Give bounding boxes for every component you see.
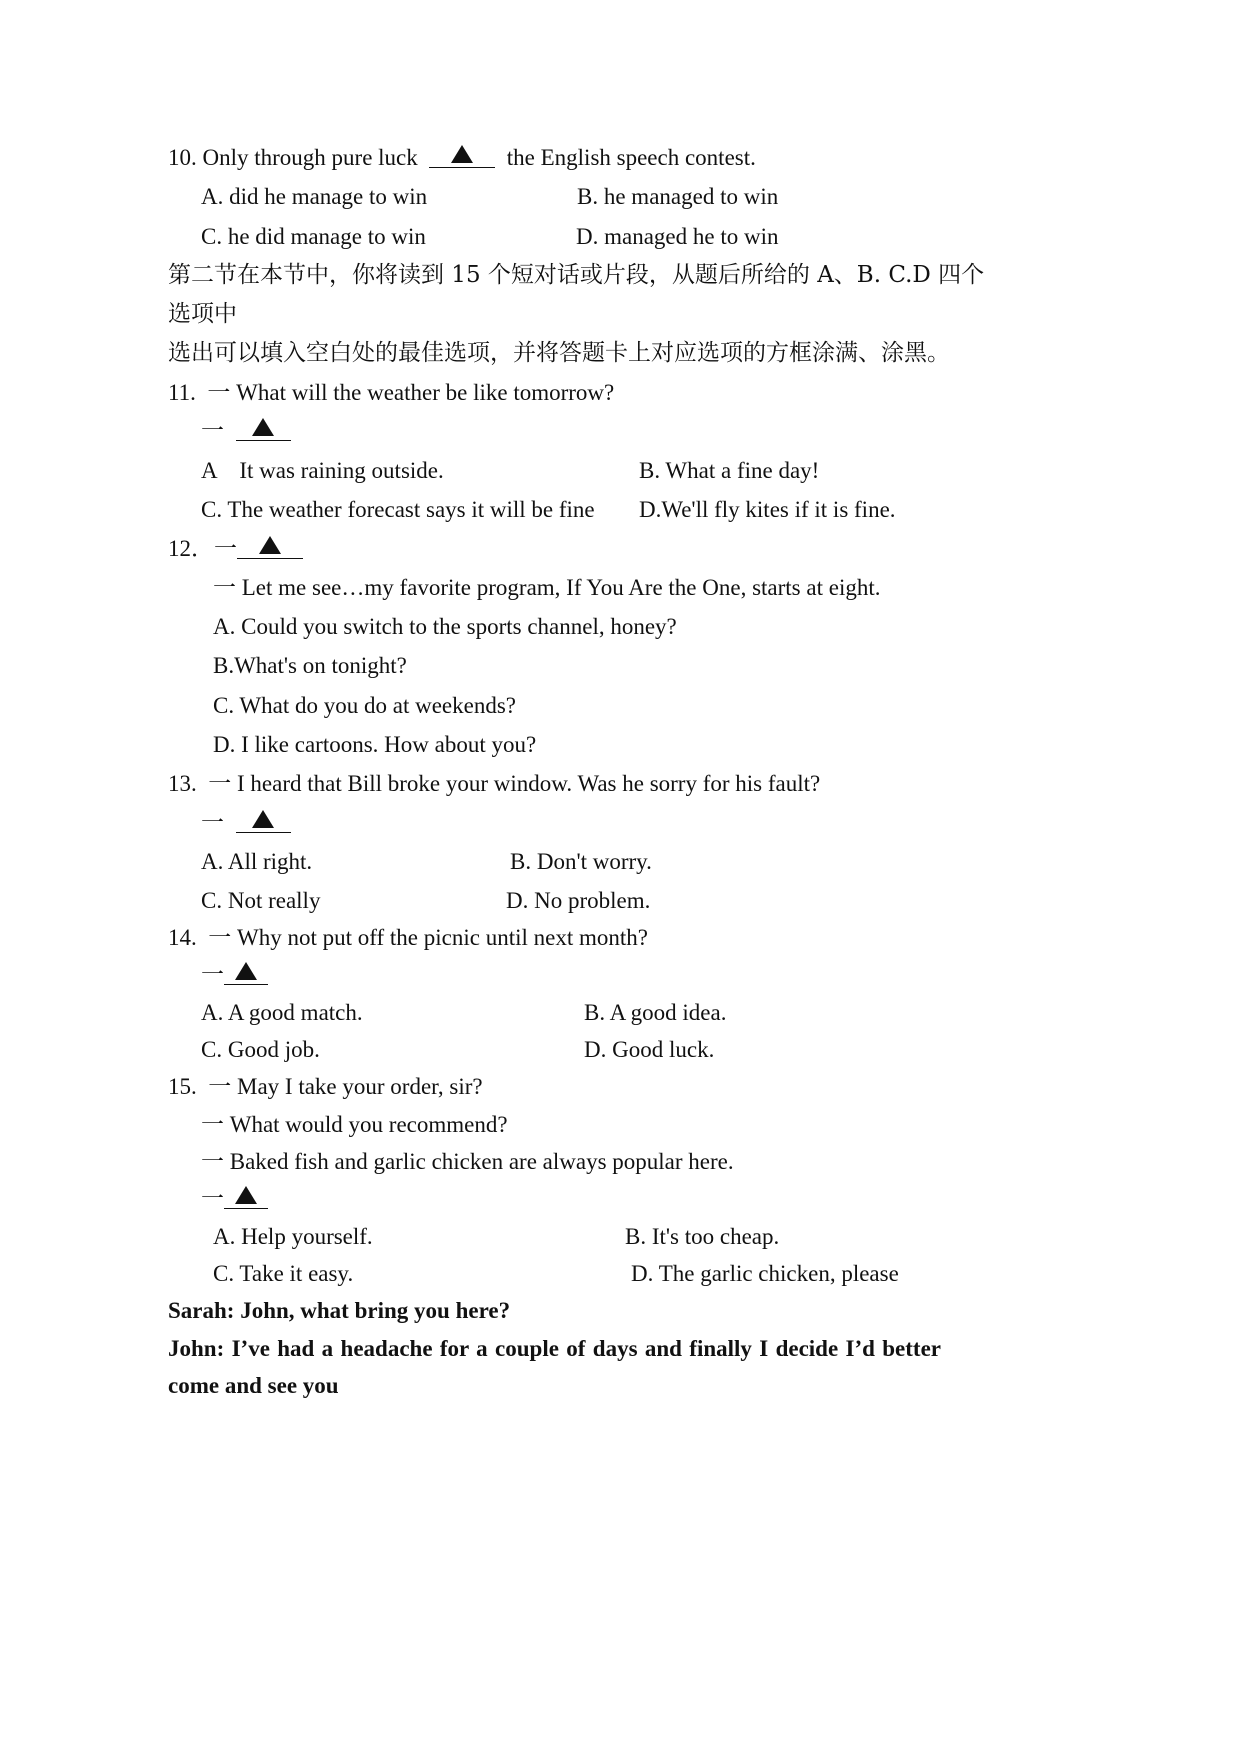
- q14-option-a: A. A good match.: [201, 1000, 363, 1025]
- q12-stem-text: 12．一: [168, 536, 237, 561]
- section-instruction-line2: 选项中: [168, 301, 237, 327]
- q15-response: [201, 1184, 268, 1214]
- q12-reply: 一 Let me see…my favorite program, If You Are the One, starts at eight.: [213, 575, 881, 600]
- triangle-icon: [252, 418, 274, 436]
- q11-option-c: C. The weather forecast says it will be fine: [201, 497, 595, 522]
- q10-option-b: B. he managed to win: [577, 184, 779, 209]
- q11-option-b: B. What a fine day!: [639, 458, 820, 483]
- q12-option-a: A. Could you switch to the sports channel, honey?: [213, 614, 677, 639]
- q10-stem-before: 10. Only through pure luck: [168, 145, 418, 170]
- triangle-icon: [252, 810, 274, 828]
- q13-option-d: D. No problem.: [506, 888, 651, 913]
- answer-blank: [224, 960, 268, 985]
- q12-option-b: B.What's on tonight?: [213, 653, 407, 678]
- q15-option-a: A. Help yourself.: [213, 1224, 373, 1249]
- q15-line2: 一 What would you recommend?: [201, 1112, 508, 1137]
- q10-option-d: D. managed he to win: [576, 224, 779, 249]
- q14-option-c: C. Good job.: [201, 1037, 320, 1062]
- q11-stem: 11. 一 What will the weather be like tomorrow?: [168, 380, 615, 405]
- answer-blank: [429, 143, 495, 168]
- q15-option-d: D. The garlic chicken, please: [631, 1261, 899, 1286]
- dialogue-john-line2: come and see you: [168, 1373, 339, 1398]
- q14-stem: 14. 一 Why not put off the picnic until next month?: [168, 925, 648, 950]
- answer-blank: [224, 1184, 268, 1209]
- q10-stem-after: the English speech contest.: [506, 145, 756, 170]
- q14-response: [201, 960, 268, 990]
- q11-option-d: D.We'll fly kites if it is fine.: [639, 497, 896, 522]
- q10-option-c: C. he did manage to win: [201, 224, 426, 249]
- triangle-icon: [235, 1186, 257, 1204]
- q11-dash: 一: [201, 418, 224, 443]
- q11-option-a: A It was raining outside.: [201, 458, 444, 483]
- triangle-icon: [235, 962, 257, 980]
- q13-option-c: C. Not really: [201, 888, 321, 913]
- q15-option-b: B. It's too cheap.: [625, 1224, 780, 1249]
- section-instruction-line1: 第二节在本节中，你将读到 15 个短对话或片段，从题后所给的 A、B. C.D 四个: [168, 262, 985, 288]
- triangle-icon: [259, 536, 281, 554]
- q13-option-a: A. All right.: [201, 849, 313, 874]
- answer-blank: [236, 808, 291, 833]
- section-instruction-line3: 选出可以填入空白处的最佳选项，并将答题卡上对应选项的方框涂满、涂黑。: [168, 340, 950, 366]
- q11-response: [201, 416, 291, 446]
- q12-option-d: D. I like cartoons. How about you?: [213, 732, 537, 757]
- answer-blank: [236, 416, 291, 441]
- q12-stem: [168, 534, 303, 564]
- q15-option-c: C. Take it easy.: [213, 1261, 354, 1286]
- q15-dash: 一: [201, 1186, 224, 1211]
- q14-dash: 一: [201, 962, 224, 987]
- triangle-icon: [451, 145, 473, 163]
- dialogue-sarah: Sarah: John, what bring you here?: [168, 1298, 511, 1323]
- q15-line3: 一 Baked fish and garlic chicken are always popular here.: [201, 1149, 734, 1174]
- q14-option-d: D. Good luck.: [584, 1037, 715, 1062]
- q13-option-b: B. Don't worry.: [510, 849, 652, 874]
- answer-blank: [237, 534, 303, 559]
- q14-option-b: B. A good idea.: [584, 1000, 727, 1025]
- q10-stem: [168, 143, 756, 173]
- q13-dash: 一: [201, 810, 224, 835]
- dialogue-john-line1: John: I’ve had a headache for a couple of days and finally I decide I’d better: [168, 1336, 941, 1361]
- q13-response: [201, 808, 291, 838]
- q13-stem: 13. 一 I heard that Bill broke your window. Was he sorry for his fault?: [168, 771, 821, 796]
- q12-option-c: C. What do you do at weekends?: [213, 693, 516, 718]
- q10-option-a: A. did he manage to win: [201, 184, 428, 209]
- q15-stem: 15. 一 May I take your order, sir?: [168, 1074, 483, 1099]
